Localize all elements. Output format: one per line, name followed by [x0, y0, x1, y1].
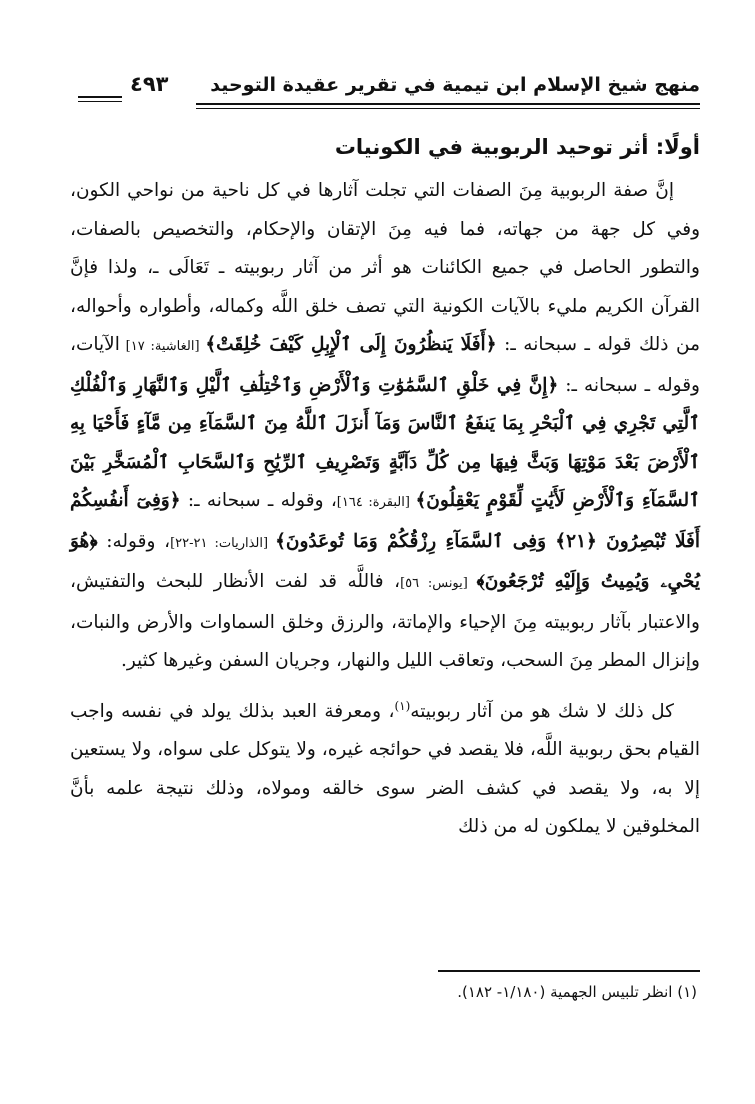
- verse-reference: [البقرة: ١٦٤]: [336, 495, 416, 510]
- verse-reference: [الغاشية: ١٧]: [119, 339, 206, 354]
- paragraph-1-outro: ، فاللَّه قد لفت الأنظار للبحث والتفتيش، والاعتبار بآثار ربوبيته مِنَ الإحياء والإماتة، والرزق وخلق السماوات والأرض والنبات، وإنزال المطر مِنَ السحب، وتعاقب الليل والنهار، وجريان السفن وغيرها كثير.: [70, 571, 700, 671]
- header-title: منهج شيخ الإسلام ابن تيمية في تقرير عقيدة التوحيد: [210, 74, 700, 96]
- quran-verse-baqarah: ﴿إِنَّ فِي خَلْقِ ٱلسَّمَٰوَٰتِ وَٱلْأَرْضِ وَٱخْتِلَٰفِ ٱلَّيْلِ وَٱلنَّهَارِ وَٱلْفُلْكِ ٱلَّتِي تَجْرِي فِي ٱلْبَحْرِ بِمَا يَنفَعُ ٱلنَّاسَ وَمَآ أَنزَلَ ٱللَّهُ مِنَ ٱلسَّمَآءِ مِن مَّآءٍ فَأَحْيَا بِهِ ٱلْأَرْضَ بَعْدَ مَوْتِهَا وَبَثَّ فِيهَا مِن كُلِّ دَآبَّةٍ وَتَصْرِيفِ ٱلرِّيَٰحِ وَٱلسَّحَابِ ٱلْمُسَخَّرِ بَيْنَ ٱلسَّمَآءِ وَٱلْأَرْضِ لَأَيَٰتٍ لِّقَوْمٍ يَعْقِلُونَ﴾: [70, 374, 700, 511]
- paragraph-1-intro: إنَّ صفة الربوبية مِنَ الصفات التي تجلت آثارها في كل ناحية من نواحي الكون، وفي كل جهة من جهاته، فما فيه مِنَ الإتقان والإحكام، والتخصيص بالصفات، والتطور الحاصل في جميع الكائنات هو أثر من آثار ربوبيته ـ تَعَالَى ـ، ولذا فإنَّ القرآن الكريم مليء بالآيات الكونية التي تصف خلق اللَّه وكماله، وأطواره وأحواله، من ذلك قوله ـ سبحانه ـ:: [70, 180, 700, 355]
- page-number-rule: [78, 96, 122, 102]
- section-heading: أولًا: أثر توحيد الربوبية في الكونيات: [334, 135, 700, 159]
- quran-verse-dhariyat: ﴿وَفِىٓ أَنفُسِكُمْ أَفَلَا تُبْصِرُونَ ﴿٢١﴾ وَفِى ٱلسَّمَآءِ رِزْقُكُمْ وَمَا تُوعَدُونَ﴾: [70, 490, 700, 552]
- footnote-separator: [438, 970, 700, 972]
- quran-verse-yunus: ﴿هُوَ يُحْيِۦ وَيُمِيتُ وَإِلَيْهِ تُرْجَعُونَ﴾: [70, 530, 701, 592]
- paragraph-1-text: ، وقوله:: [97, 530, 171, 552]
- header-rule: [196, 103, 700, 109]
- paragraph-1-text: ، وقوله ـ سبحانه ـ:: [180, 490, 337, 511]
- paragraph-2: [70, 687, 700, 847]
- footnote: (١) انظر تلبيس الجهمية (١/١٨٠- ١٨٢).: [457, 983, 697, 1001]
- running-header: [78, 72, 700, 112]
- footnote-marker[interactable]: (١): [394, 698, 411, 713]
- quran-verse-ghashiyah: ﴿أَفَلَا يَنظُرُونَ إِلَى ٱلْإِبِلِ كَيْفَ خُلِقَتْ﴾: [205, 334, 497, 355]
- paragraph-2-before: كل ذلك لا شك هو من آثار ربوبيته: [410, 700, 674, 722]
- verse-reference: [يونس: ٥٦]: [400, 576, 477, 591]
- paragraph-1-text: الآيات، وقوله ـ سبحانه ـ:: [70, 334, 700, 396]
- page-body: [70, 128, 700, 847]
- paragraph-2-after: ، ومعرفة العبد بذلك يولد في نفسه واجب القيام بحق ربوبية اللَّه، فلا يقصد في حوائجه غيره، ولا يتوكل على سواه، ولا يستعين إلا به، ولا يقصد في كشف الضر سوى خالقه ومولاه، وذلك نتيجة علمه بأنَّ المخلوقين لا يملكون له من ذلك: [70, 700, 700, 838]
- paragraph-1: [70, 172, 700, 681]
- page-number: ٤٩٣: [130, 72, 169, 96]
- verse-reference: [الذاريات: ٢١-٢٢]: [170, 535, 276, 551]
